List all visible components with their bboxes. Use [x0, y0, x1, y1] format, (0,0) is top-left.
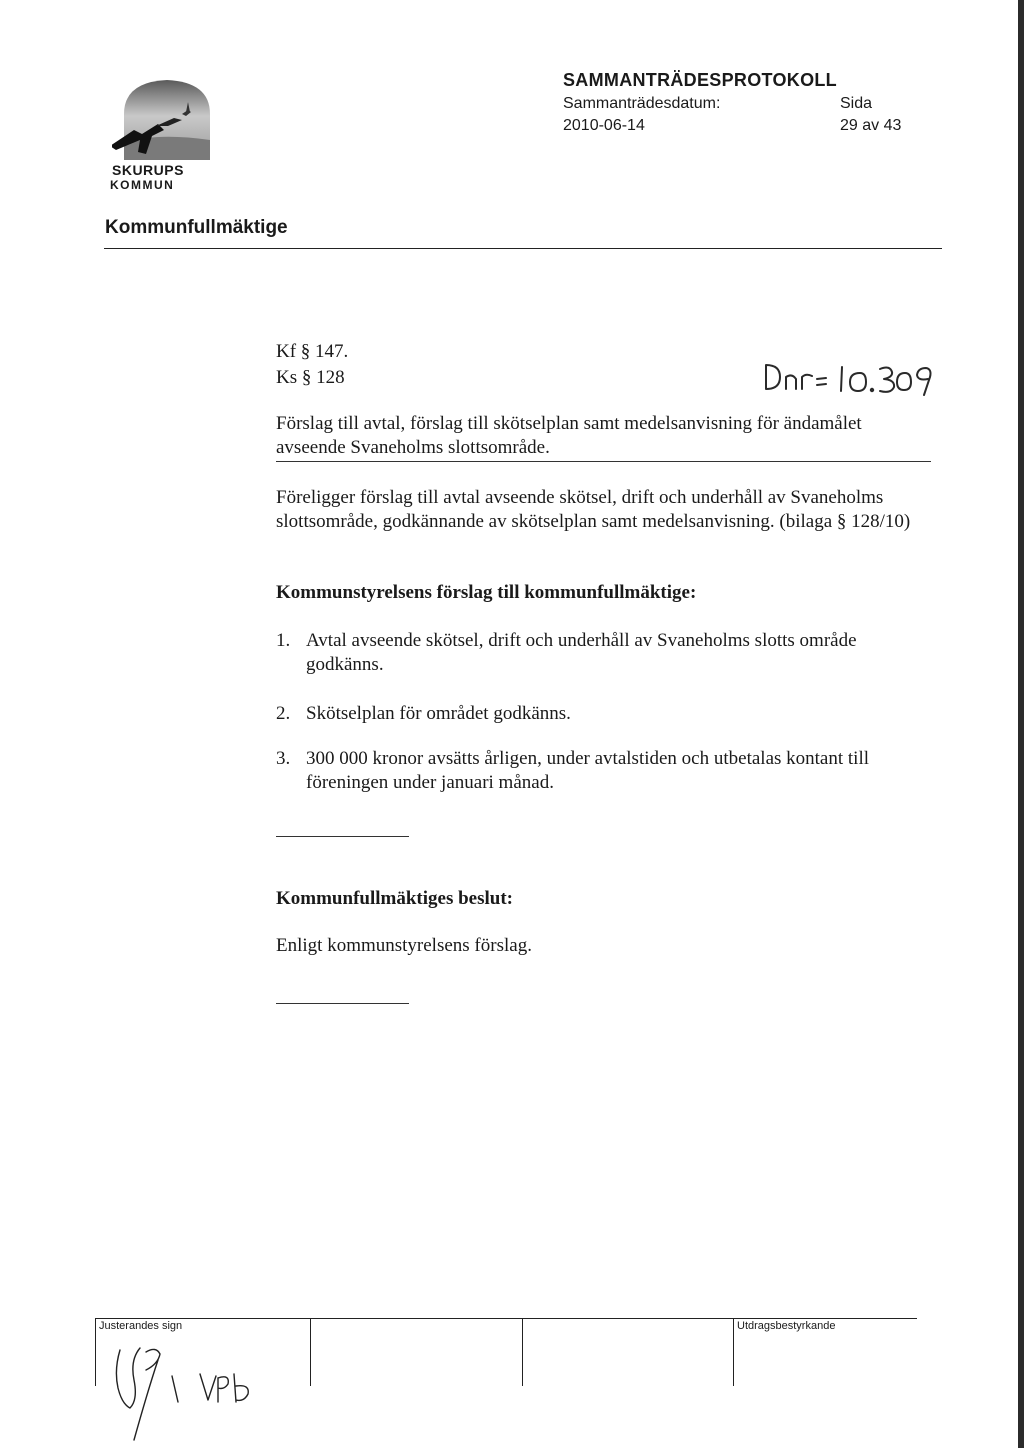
section-divider [276, 1003, 409, 1004]
header-divider [104, 248, 942, 249]
proposal-item-number: 3. [276, 748, 291, 769]
decision-heading: Kommunfullmäktiges beslut: [276, 888, 513, 909]
subject-underline [276, 461, 931, 462]
footer-cell-divider [95, 1318, 96, 1386]
kf-reference: Kf § 147. [276, 341, 349, 362]
logo-text-line2: KOMMUN [110, 178, 175, 192]
subject-text: Förslag till avtal, förslag till skötselplan samt medelsanvisning för ändamålet avseende Svaneholms slottsområde. [276, 413, 862, 458]
footer-cell-divider [733, 1318, 734, 1386]
proposal-item-number: 1. [276, 630, 291, 651]
footer-table-top [95, 1318, 917, 1319]
handwritten-dnr-stamp [762, 355, 942, 399]
utdrag-label: Utdragsbestyrkande [737, 1320, 836, 1332]
page-number: 29 av 43 [840, 117, 902, 134]
ks-reference: Ks § 128 [276, 367, 345, 388]
proposal-item-number: 2. [276, 703, 291, 724]
section-divider [276, 836, 409, 837]
meeting-date: 2010-06-14 [563, 117, 645, 134]
proposal-item-text: Avtal avseende skötsel, drift och underhåll av Svaneholms slotts område godkänns. [306, 630, 857, 675]
scan-edge [1018, 0, 1024, 1448]
proposal-item-text: 300 000 kronor avsätts årligen, under avtalstiden och utbetalas kontant till föreningen under januari månad. [306, 748, 870, 793]
crest-icon [112, 74, 222, 169]
footer-cell-divider [522, 1318, 523, 1386]
proposal-item-text: Skötselplan för området godkänns. [306, 703, 571, 724]
justerare-label: Justerandes sign [99, 1320, 183, 1332]
intro-paragraph: Föreligger förslag till avtal avseende skötsel, drift och underhåll av Svaneholms slottsområde, godkännande av skötselplan samt medelsanvisning. (bilaga § 128/10) [276, 487, 911, 532]
decision-text: Enligt kommunstyrelsens förslag. [276, 935, 532, 956]
footer-cell-divider [310, 1318, 311, 1386]
proposal-heading: Kommunstyrelsens förslag till kommunfullmäktige: [276, 582, 697, 603]
meeting-date-label: Sammanträdesdatum: [563, 95, 721, 112]
page-label: Sida [840, 95, 873, 112]
document-title: SAMMANTRÄDESPROTOKOLL [563, 70, 837, 90]
handwritten-signature [100, 1330, 270, 1445]
logo-text-line1: SKURUPS [112, 162, 184, 178]
assembly-name: Kommunfullmäktige [105, 217, 288, 238]
